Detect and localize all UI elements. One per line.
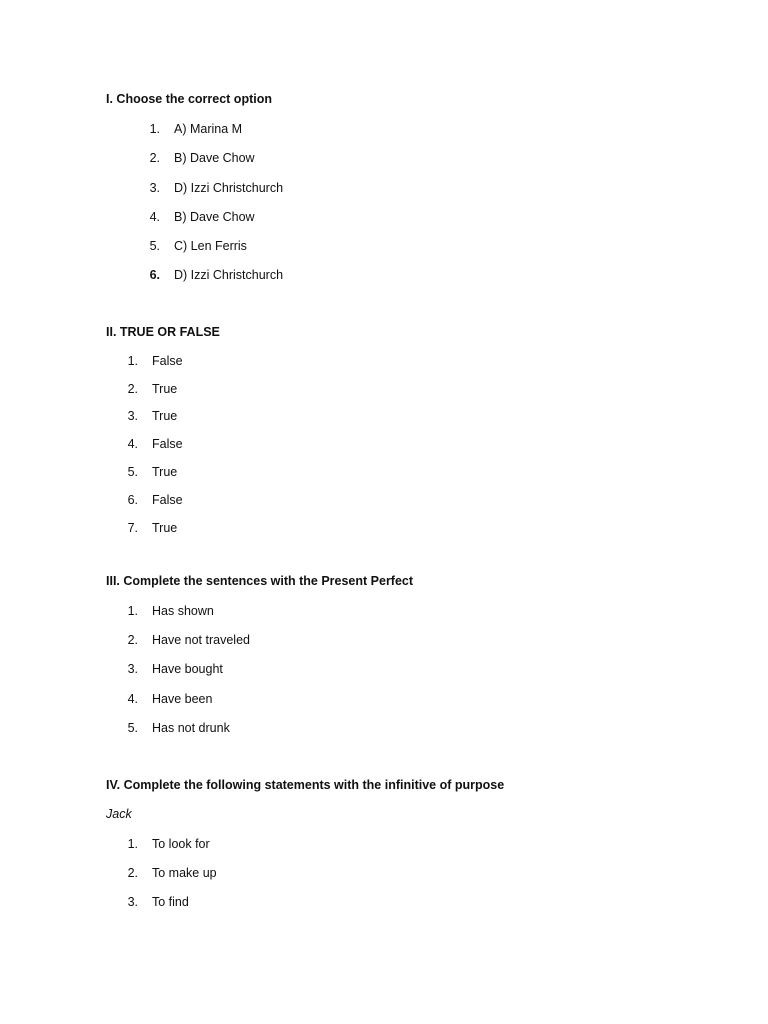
- item-number: 4.: [127, 692, 138, 706]
- item-number: 6.: [149, 268, 160, 282]
- item-text: Have bought: [152, 662, 223, 676]
- item-text: To find: [152, 895, 189, 909]
- section-heading: III. Complete the sentences with the Present Perfect: [106, 574, 414, 588]
- item-text: Have been: [152, 692, 213, 706]
- item-text: B) Dave Chow: [174, 151, 255, 165]
- item-number: 5.: [149, 239, 160, 253]
- item-number: 1.: [127, 837, 138, 851]
- item-text: C) Len Ferris: [174, 239, 247, 253]
- item-text: True: [152, 409, 178, 423]
- item-text: True: [152, 382, 178, 396]
- item-text: A) Marina M: [174, 122, 243, 136]
- item-number: 5.: [127, 465, 138, 479]
- item-text: True: [152, 521, 178, 535]
- item-number: 2.: [127, 866, 138, 880]
- item-number: 2.: [127, 382, 138, 396]
- item-number: 4.: [127, 437, 138, 451]
- item-text: False: [152, 354, 183, 368]
- item-text: D) Izzi Christchurch: [174, 268, 284, 282]
- section-heading: I. Choose the correct option: [106, 92, 272, 106]
- item-text: To look for: [152, 837, 210, 851]
- item-number: 3.: [127, 895, 138, 909]
- item-number: 1.: [127, 354, 138, 368]
- item-number: 5.: [127, 721, 138, 735]
- item-text: False: [152, 437, 183, 451]
- item-number: 3.: [149, 181, 160, 195]
- item-text: Has shown: [152, 604, 214, 618]
- section-subheading: Jack: [106, 807, 132, 821]
- item-number: 1.: [127, 604, 138, 618]
- item-number: 3.: [127, 662, 138, 676]
- item-number: 3.: [127, 409, 138, 423]
- item-text: True: [152, 465, 178, 479]
- section-heading: II. TRUE OR FALSE: [106, 325, 220, 339]
- item-number: 6.: [127, 493, 138, 507]
- item-text: D) Izzi Christchurch: [174, 181, 284, 195]
- item-text: Have not traveled: [152, 633, 250, 647]
- item-number: 1.: [149, 122, 160, 136]
- item-number: 7.: [127, 521, 138, 535]
- item-text: To make up: [152, 866, 217, 880]
- item-number: 4.: [149, 210, 160, 224]
- item-number: 2.: [149, 151, 160, 165]
- item-text: Has not drunk: [152, 721, 230, 735]
- section-heading: IV. Complete the following statements with the infinitive of purpose: [106, 778, 505, 792]
- item-text: False: [152, 493, 183, 507]
- item-text: B) Dave Chow: [174, 210, 255, 224]
- item-number: 2.: [127, 633, 138, 647]
